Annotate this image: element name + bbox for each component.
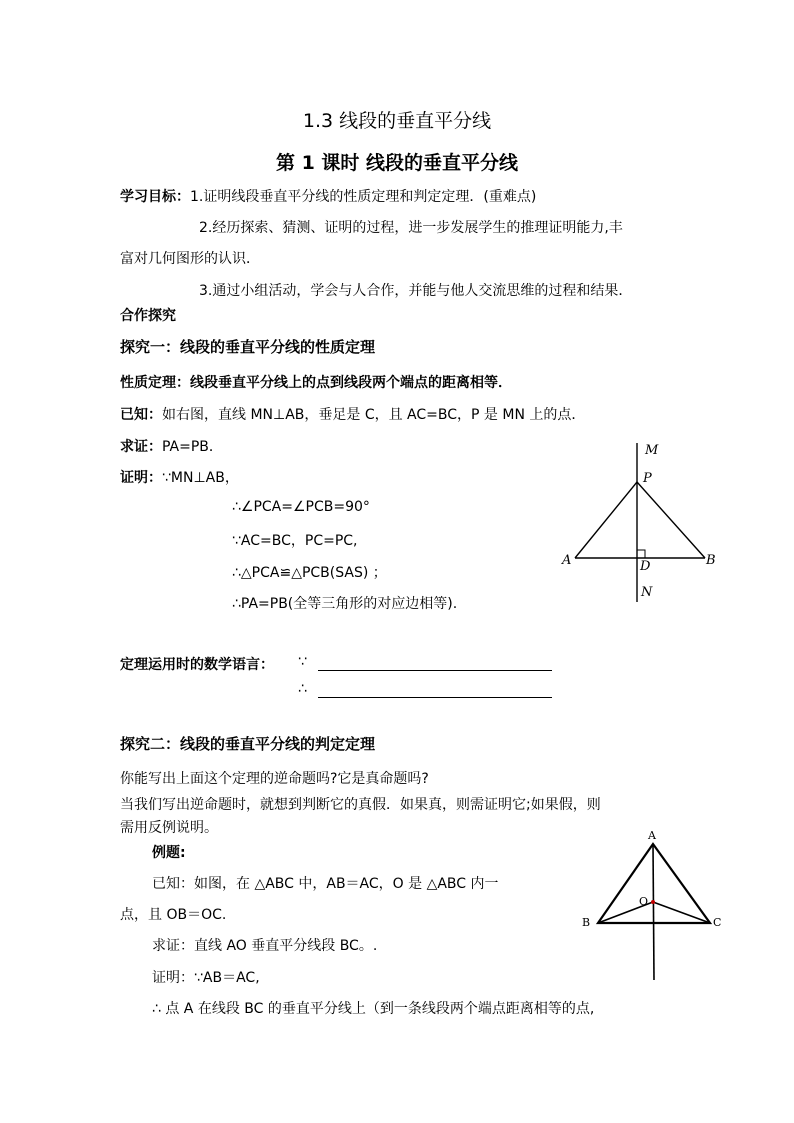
figure-isosceles-triangle (578, 826, 728, 984)
given-1-label: 已知： (120, 407, 162, 423)
proof-1-line5: ∴PA=PB(全等三角形的对应边相等). (232, 596, 458, 612)
proof-1-line1: ∵MN⊥AB， (162, 470, 239, 486)
property-theorem-label: 性质定理： (120, 375, 190, 391)
property-theorem-text: 线段垂直平分线上的点到线段两个端点的距离相等． (190, 375, 512, 391)
proof-1-line3: ∵AC=BC，PC=PC, (232, 533, 358, 549)
example-given-line2: 点，且 OB＝OC. (120, 907, 227, 923)
explore2-note-line2: 需用反例说明。 (120, 820, 218, 836)
lesson-subtitle: 第 1 课时 线段的垂直平分线 (275, 152, 519, 174)
example-proof-line2: ∴ 点 A 在线段 BC 的垂直平分线上（到一条线段两个端点距离相等的点, (152, 1001, 595, 1017)
segment-pb (637, 482, 705, 558)
prove-1 (120, 436, 223, 456)
label-b2: B (582, 916, 591, 929)
explore2-question: 你能写出上面这个定理的逆命题吗?它是真命题吗? (120, 771, 429, 787)
proof-1-first (120, 467, 239, 487)
line-ao (653, 844, 654, 980)
blank-therefore[interactable] (318, 697, 552, 698)
given-1-text: 如右图，直线 MN⊥AB，垂足是 C，且 AC=BC，P 是 MN 上的点． (162, 407, 586, 423)
because-symbol: ∵ (298, 654, 307, 670)
label-a: A (562, 553, 572, 568)
section-cooperative: 合作探究 (120, 308, 176, 324)
property-theorem (120, 372, 512, 392)
label-p: P (643, 471, 652, 486)
math-language-label: 定理运用时的数学语言： (120, 657, 274, 673)
point-o (651, 900, 655, 904)
label-m: M (645, 443, 659, 458)
label-n: N (641, 585, 653, 600)
example-given-line1: 已知：如图，在 △ABC 中，AB＝AC，O 是 △ABC 内一 (152, 876, 499, 892)
objective-2-line1: 2.经历探索、猜测、证明的过程，进一步发展学生的推理证明能力,丰 (199, 220, 623, 236)
right-angle-mark (637, 550, 645, 558)
explore2-note-line1: 当我们写出逆命题时，就想到判断它的真假．如果真，则需证明它;如果假，则 (120, 797, 601, 813)
prove-1-text: PA=PB． (162, 439, 223, 455)
objective-1: 1.证明线段垂直平分线的性质定理和判定定理．(重难点) (190, 189, 537, 205)
objective-2-line2: 富对几何图形的认识． (120, 251, 260, 267)
objective-1-line (120, 186, 536, 206)
proof-1-line4: ∴△PCA≌△PCB(SAS) ； (232, 565, 387, 581)
segment-pa (575, 482, 637, 558)
prove-1-label: 求证： (120, 439, 162, 455)
label-d: D (640, 559, 651, 574)
example-proof-line1: 证明：∵AB＝AC, (152, 970, 260, 986)
label-a2: A (648, 829, 656, 842)
example-label: 例题: (152, 845, 186, 861)
page-title: 1.3 线段的垂直平分线 (302, 110, 492, 132)
therefore-symbol: ∴ (298, 681, 307, 697)
objectives-label: 学习目标： (120, 189, 190, 205)
given-1 (120, 404, 585, 424)
example-prove: 求证：直线 AO 垂直平分线段 BC。. (152, 938, 378, 954)
explore2-heading: 探究二：线段的垂直平分线的判定定理 (120, 735, 376, 753)
label-c2: C (713, 916, 722, 929)
label-o: O (639, 895, 649, 908)
explore1-heading: 探究一：线段的垂直平分线的性质定理 (120, 338, 376, 356)
proof-1-label: 证明： (120, 470, 162, 486)
figure-perpendicular-bisector (555, 438, 725, 608)
proof-1-line2: ∴∠PCA=∠PCB=90° (232, 499, 370, 515)
label-b: B (706, 553, 716, 568)
objective-3: 3.通过小组活动，学会与人合作，并能与他人交流思维的过程和结果． (199, 283, 633, 299)
blank-because[interactable] (318, 670, 552, 671)
